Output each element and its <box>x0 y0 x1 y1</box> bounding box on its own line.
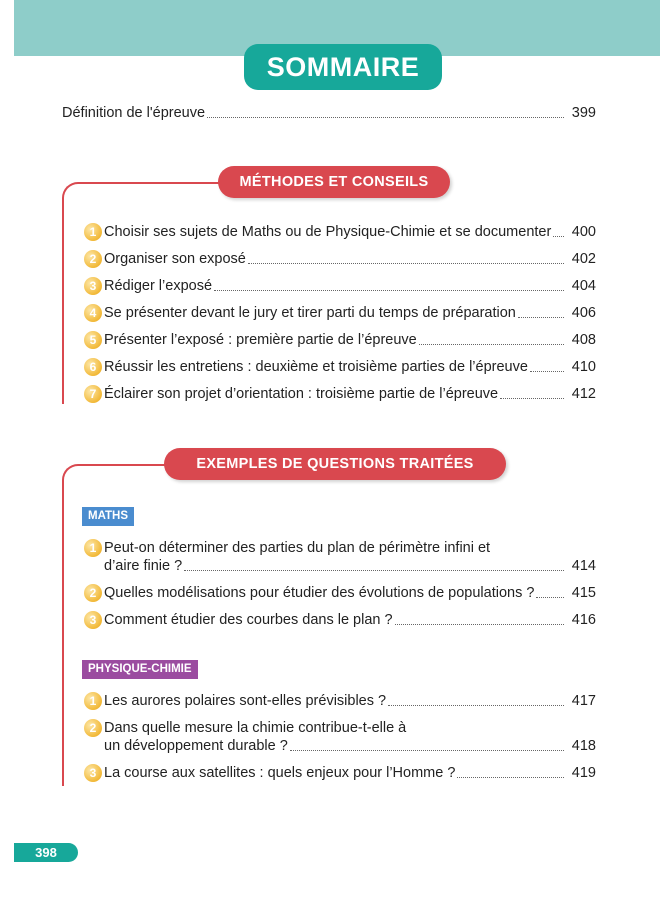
section-heading-methods: MÉTHODES ET CONSEILS <box>218 166 450 198</box>
toc-entry-label-line1: Dans quelle mesure la chimie contribue-t-elle à <box>104 720 407 736</box>
page-number: 398 <box>14 843 78 862</box>
toc-entry-page: 415 <box>571 585 596 601</box>
toc-entry-maths-3[interactable] <box>104 611 596 629</box>
dot-leader <box>457 777 564 778</box>
toc-entry-page: 416 <box>571 612 596 628</box>
toc-entry-physics-2[interactable] <box>104 737 596 755</box>
dot-leader <box>290 750 564 751</box>
toc-entry-label: Comment étudier des courbes dans le plan ? <box>104 612 393 628</box>
number-badge-4: 4 <box>84 304 102 322</box>
number-badge-2: 2 <box>84 250 102 268</box>
toc-entry-label: Organiser son exposé <box>104 251 246 267</box>
toc-entry-label: un développement durable ? <box>104 738 288 754</box>
number-badge-6: 6 <box>84 358 102 376</box>
dot-leader <box>248 263 564 264</box>
toc-entry-label-line1: Peut-on déterminer des parties du plan de périmètre infini et <box>104 540 491 556</box>
toc-entry-label: La course aux satellites : quels enjeux pour l’Homme ? <box>104 765 456 781</box>
toc-entry-page: 408 <box>571 332 596 348</box>
toc-entry-page: 410 <box>571 359 596 375</box>
page-title: SOMMAIRE <box>244 44 442 90</box>
toc-entry-label: Se présenter devant le jury et tirer parti du temps de préparation <box>104 305 516 321</box>
toc-entry-label: Présenter l’exposé : première partie de l’épreuve <box>104 332 417 348</box>
number-badge-3: 3 <box>84 611 102 629</box>
toc-entry-page: 412 <box>571 386 596 402</box>
category-tag-physique-chimie: PHYSIQUE-CHIMIE <box>82 660 198 679</box>
toc-entry-method-4[interactable] <box>104 304 596 322</box>
toc-entry-page: 404 <box>571 278 596 294</box>
toc-entry-definition[interactable] <box>62 104 596 122</box>
number-badge-3: 3 <box>84 764 102 782</box>
toc-entry-page: 399 <box>571 105 596 121</box>
number-badge-1: 1 <box>84 539 102 557</box>
dot-leader <box>500 398 564 399</box>
toc-entry-method-2[interactable] <box>104 250 596 268</box>
dot-leader <box>530 371 564 372</box>
toc-entry-page: 418 <box>571 738 596 754</box>
dot-leader <box>536 597 564 598</box>
toc-entry-maths-1[interactable] <box>104 557 596 575</box>
toc-entry-method-6[interactable] <box>104 358 596 376</box>
toc-entry-label: d’aire finie ? <box>104 558 183 574</box>
dot-leader <box>184 570 564 571</box>
number-badge-2: 2 <box>84 719 102 737</box>
number-badge-1: 1 <box>84 223 102 241</box>
number-badge-1: 1 <box>84 692 102 710</box>
toc-entry-method-7[interactable] <box>104 385 596 403</box>
toc-entry-method-5[interactable] <box>104 331 596 349</box>
toc-entry-page: 406 <box>571 305 596 321</box>
toc-entry-method-3[interactable] <box>104 277 596 295</box>
number-badge-7: 7 <box>84 385 102 403</box>
category-tag-maths: MATHS <box>82 507 134 526</box>
dot-leader <box>395 624 564 625</box>
toc-entry-label: Quelles modélisations pour étudier des évolutions de populations ? <box>104 585 535 601</box>
dot-leader <box>388 705 564 706</box>
number-badge-5: 5 <box>84 331 102 349</box>
section-heading-examples: EXEMPLES DE QUESTIONS TRAITÉES <box>164 448 506 480</box>
toc-entry-label: Éclairer son projet d’orientation : troisième partie de l’épreuve <box>104 386 499 402</box>
toc-entry-label: Choisir ses sujets de Maths ou de Physique-Chimie et se documenter <box>104 224 552 240</box>
dot-leader <box>207 117 564 118</box>
toc-entry-label: Les aurores polaires sont-elles prévisibles ? <box>104 693 387 709</box>
number-badge-3: 3 <box>84 277 102 295</box>
toc-entry-page: 419 <box>571 765 596 781</box>
dot-leader <box>214 290 564 291</box>
toc-entry-method-1[interactable] <box>104 223 596 241</box>
toc-entry-label: Réussir les entretiens : deuxième et troisième parties de l’épreuve <box>104 359 528 375</box>
dot-leader <box>553 236 564 237</box>
dot-leader <box>419 344 564 345</box>
toc-entry-label: Rédiger l’exposé <box>104 278 213 294</box>
toc-entry-physics-3[interactable] <box>104 764 596 782</box>
toc-entry-page: 402 <box>571 251 596 267</box>
toc-entry-maths-2[interactable] <box>104 584 596 602</box>
toc-entry-page: 417 <box>571 693 596 709</box>
toc-entry-page: 414 <box>571 558 596 574</box>
dot-leader <box>518 317 564 318</box>
number-badge-2: 2 <box>84 584 102 602</box>
toc-entry-page: 400 <box>571 224 596 240</box>
toc-entry-physics-1[interactable] <box>104 692 596 710</box>
toc-entry-label: Définition de l'épreuve <box>62 105 206 121</box>
